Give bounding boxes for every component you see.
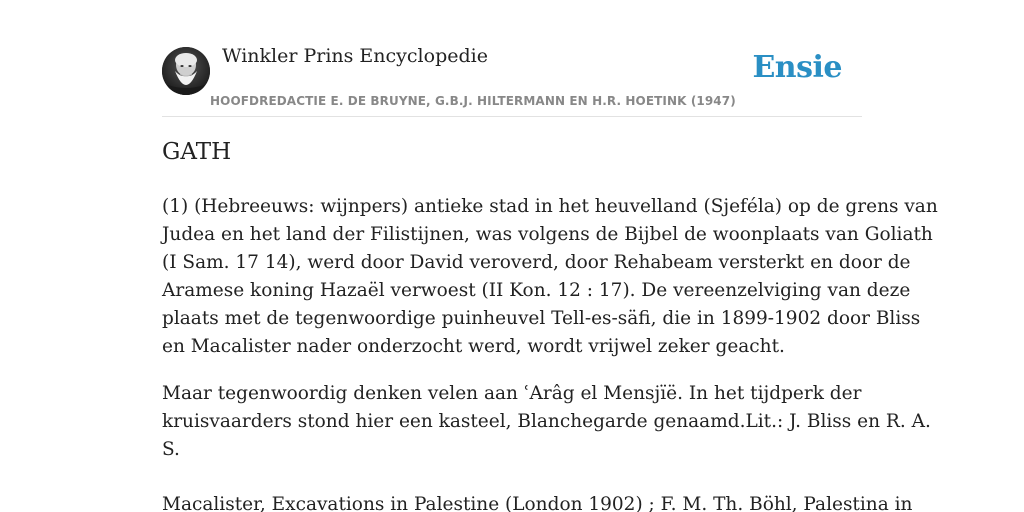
entry-paragraph: [162, 380, 931, 464]
text-line: en Macalister nader onderzocht werd, wordt vrijwel zeker geacht.: [162, 336, 785, 357]
site-title[interactable]: Winkler Prins Encyclopedie: [222, 45, 488, 67]
ensie-logo-link[interactable]: Ensie: [752, 50, 842, 85]
text-line: (1) (Hebreeuws: wijnpers) antieke stad in het heuvelland (Sjeféla) op de grens van: [162, 196, 938, 217]
text-line: (I Sam. 17 14), werd door David veroverd, door Rehabeam versterkt en door de: [162, 252, 911, 273]
entry-paragraph: [162, 193, 938, 361]
text-line: Judea en het land der Filistijnen, was volgens de Bijbel de woonplaats van Goliath: [162, 224, 933, 245]
site-header: [162, 0, 862, 117]
text-line: Maar tegenwoordig denken velen aan ʿArâg el Mensjïë. In het tijdperk der: [162, 383, 862, 404]
text-line: Macalister, Excavations in Palestine (London 1902) ; F. M. Th. Böhl, Palestina in: [162, 494, 913, 512]
text-line: plaats met de tegenwoordige puinheuvel Tell-es-säfi, die in 1899-1902 door Bliss: [162, 308, 921, 329]
text-line: kruisvaarders stond hier een kasteel, Blanchegarde genaamd.Lit.: J. Bliss en R. A.: [162, 411, 931, 432]
text-line: Aramese koning Hazaël verwoest (II Kon. 12 : 17). De vereenzelviging van deze: [162, 280, 911, 301]
editorial-credits: HOOFDREDACTIE E. DE BRUYNE, G.B.J. HILTERMANN EN H.R. HOETINK (1947): [210, 94, 736, 108]
author-portrait-avatar: [162, 47, 210, 95]
entry-paragraph: [162, 491, 913, 512]
entry-title: GATH: [162, 139, 232, 165]
content-column: [162, 0, 938, 512]
text-line: S.: [162, 439, 180, 460]
portrait-image: [162, 47, 210, 95]
